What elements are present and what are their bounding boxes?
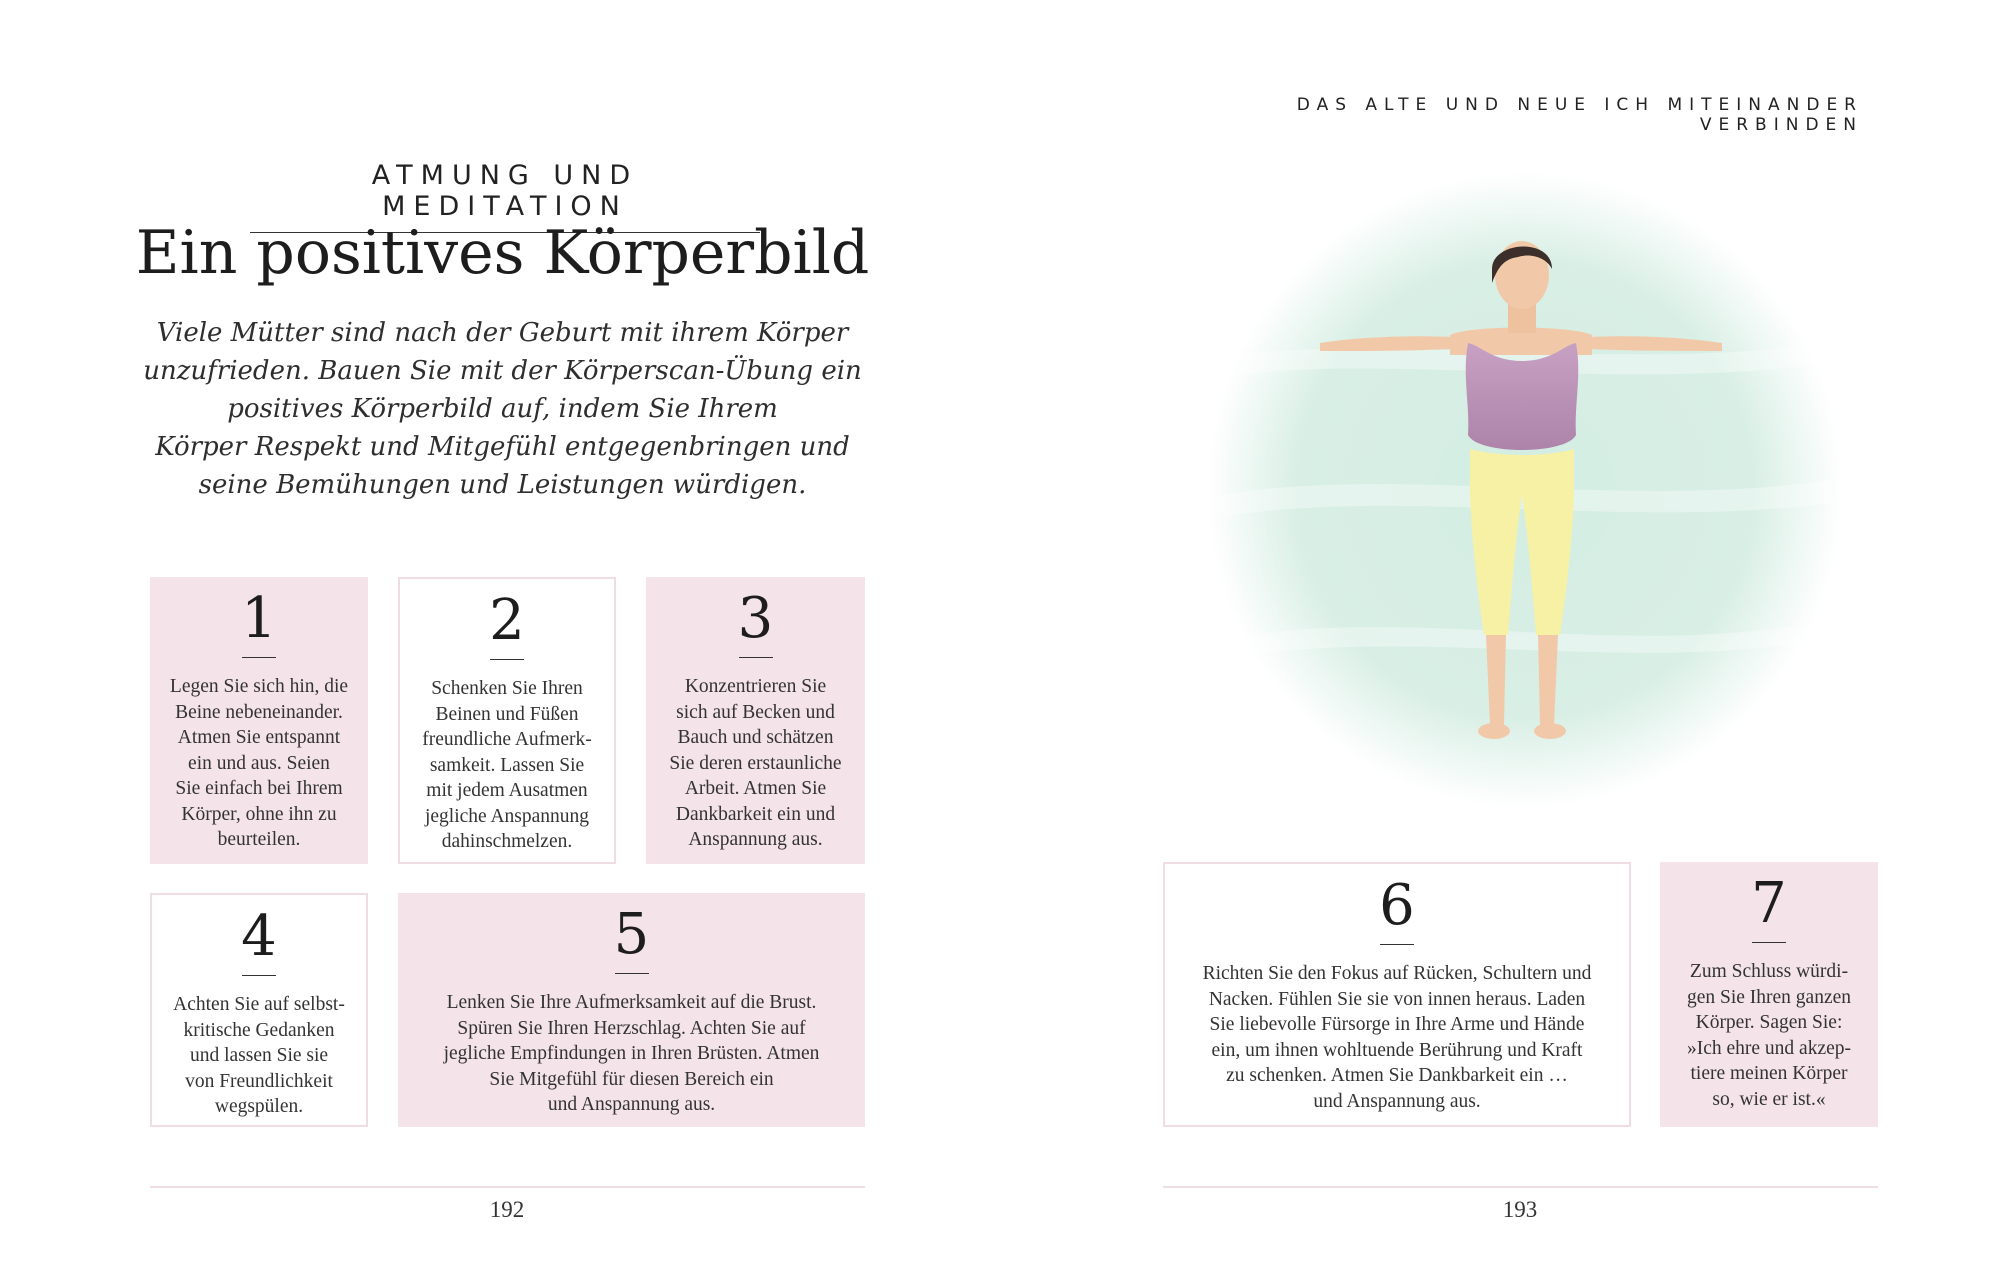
step-number: 5 [613, 902, 650, 967]
step-box-2 [398, 577, 616, 864]
footer-rule-left [150, 1186, 865, 1188]
footer-rule-right [1163, 1186, 1878, 1188]
body-illustration [1200, 165, 1850, 815]
page-number-right: 193 [1502, 1197, 1538, 1222]
step-text: Konzentrieren Sie sich auf Becken und Bauch und schätzen Sie deren erstaunliche Arbeit. Atmen Sie Dankbarkeit ein und Anspannung aus. [669, 676, 842, 850]
step-number: 4 [241, 904, 277, 969]
step-text: Schenken Sie Ihren Beinen und Füßen freundliche Aufmerk- samkeit. Lassen Sie mit jedem Ausatmen jegliche Anspannung dahinschmelzen. [422, 678, 592, 852]
step-divider [739, 657, 773, 658]
step-number: 6 [1379, 873, 1415, 938]
step-divider [1752, 942, 1786, 943]
step-box-7 [1660, 862, 1878, 1127]
section-label: ATMUNG UND MEDITATION [250, 160, 760, 233]
step-divider [490, 659, 524, 660]
step-divider [242, 975, 276, 976]
intro-line: unzufrieden. Bauen Sie mit der Körperscan-Übung ein [143, 356, 862, 386]
page-number-left: 192 [489, 1197, 525, 1222]
step-text: Richten Sie den Fokus auf Rücken, Schultern und Nacken. Fühlen Sie sie von innen heraus. Laden Sie liebevolle Fürsorge in Ihre Arme und Hände ein, um ihnen wohltuende Berührung und Kraft zu schenken. Atmen Sie Dankbarkeit ein … und Anspannung aus. [1202, 963, 1592, 1112]
step-text: Achten Sie auf selbst- kritische Gedanken und lassen Sie sie von Freundlichkeit wegspülen. [173, 994, 345, 1117]
step-text: Zum Schluss würdi- gen Sie Ihren ganzen Körper. Sagen Sie: »Ich ehre und akzep- tiere meinen Körper so, wie er ist.« [1686, 961, 1852, 1110]
step-number: 3 [737, 586, 774, 651]
intro-line: Viele Mütter sind nach der Geburt mit ihrem Körper [156, 318, 849, 348]
step-text: Legen Sie sich hin, die Beine nebeneinander. Atmen Sie entspannt ein und aus. Seien Sie einfach bei Ihrem Körper, ohne ihn zu beurteilen. [169, 676, 349, 850]
intro-line: Körper Respekt und Mitgefühl entgegenbringen und [155, 432, 850, 462]
step-box-6 [1163, 862, 1631, 1127]
step-number: 7 [1751, 871, 1787, 936]
step-divider [1380, 944, 1414, 945]
step-number: 1 [241, 586, 277, 651]
step-box-4 [150, 893, 368, 1127]
step-box-5 [398, 893, 865, 1127]
step-text: Lenken Sie Ihre Aufmerksamkeit auf die Brust. Spüren Sie Ihren Herzschlag. Achten Sie auf jegliche Empfindungen in Ihren Brüsten. Atmen Sie Mitgefühl für diesen Bereich ein und Anspannung aus. [443, 992, 820, 1115]
running-head: DAS ALTE UND NEUE ICH MITEINANDER VERBINDEN [1296, 95, 1863, 135]
step-divider [615, 973, 649, 974]
step-box-3 [646, 577, 865, 864]
step-box-1 [150, 577, 368, 864]
intro-line: positives Körperbild auf, indem Sie Ihrem [227, 394, 778, 424]
step-number: 2 [489, 588, 525, 653]
intro-paragraph [140, 314, 865, 504]
step-divider [242, 657, 276, 658]
intro-line: seine Bemühungen und Leistungen würdigen. [198, 470, 807, 500]
page-title: Ein positives Körperbild [135, 218, 870, 288]
